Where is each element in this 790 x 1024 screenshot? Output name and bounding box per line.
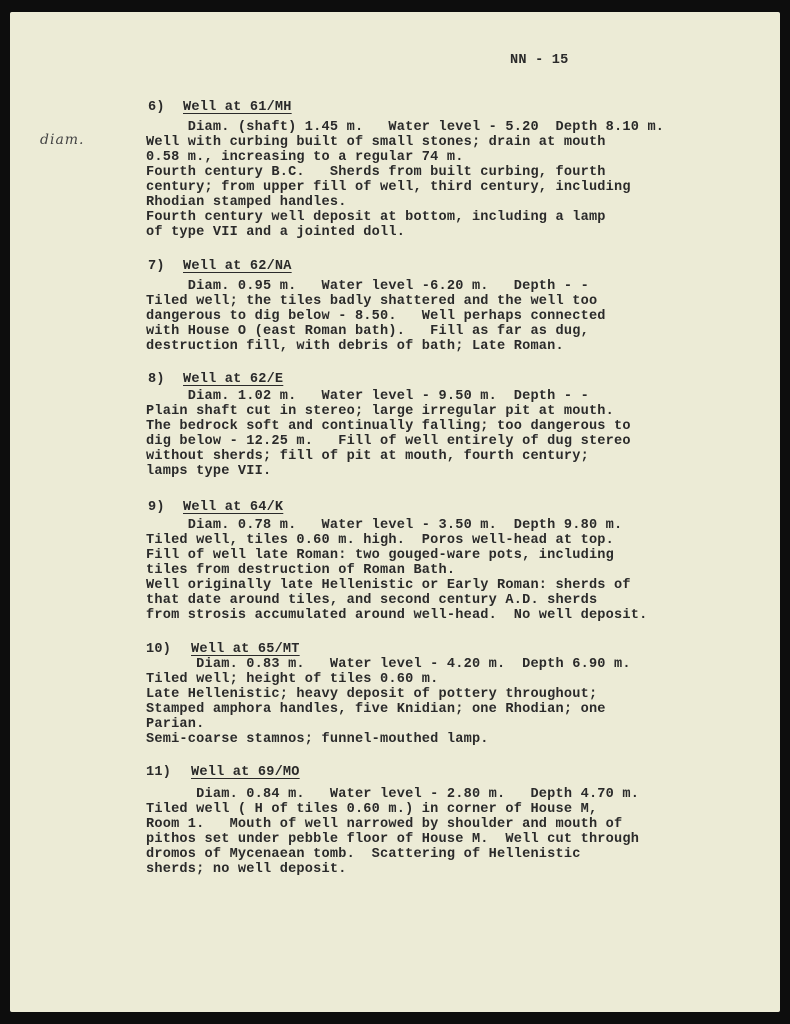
entry-heading: Well at 62/E	[183, 372, 284, 387]
entry-heading: Well at 64/K	[183, 500, 284, 515]
entry-line: dangerous to dig below - 8.50. Well perhaps connected	[146, 309, 606, 324]
entry-number: 9)	[148, 500, 165, 515]
entry-line: Late Hellenistic; heavy deposit of pottery throughout;	[146, 687, 598, 702]
entry-line: Rhodian stamped handles.	[146, 195, 347, 210]
entry-line: sherds; no well deposit.	[146, 862, 347, 877]
entry-heading: Well at 65/MT	[191, 642, 300, 657]
entry-line: Diam. 0.83 m. Water level - 4.20 m. Depth 6.90 m.	[146, 657, 631, 672]
entry-line: Semi-coarse stamnos; funnel-mouthed lamp.	[146, 732, 489, 747]
entry-line: Parian.	[146, 717, 205, 732]
entry-line: century; from upper fill of well, third century, including	[146, 180, 631, 195]
entry-heading: Well at 61/MH	[183, 100, 292, 115]
entry-line: Stamped amphora handles, five Knidian; one Rhodian; one	[146, 702, 606, 717]
entry-number: 8)	[148, 372, 165, 387]
entry-line: Fourth century B.C. Sherds from built curbing, fourth	[146, 165, 606, 180]
entry-line: dromos of Mycenaean tomb. Scattering of Hellenistic	[146, 847, 581, 862]
page-number: NN - 15	[510, 53, 569, 68]
entry-line: dig below - 12.25 m. Fill of well entirely of dug stereo	[146, 434, 631, 449]
entry-line: Tiled well; height of tiles 0.60 m.	[146, 672, 439, 687]
entry-line: Tiled well, tiles 0.60 m. high. Poros well-head at top.	[146, 533, 615, 548]
entry-line: Diam. 0.78 m. Water level - 3.50 m. Depth 9.80 m.	[146, 518, 623, 533]
entry-heading: Well at 69/MO	[191, 765, 300, 780]
entry-line: Diam. (shaft) 1.45 m. Water level - 5.20 Depth 8.10 m.	[146, 120, 665, 135]
entry-line: with House O (east Roman bath). Fill as far as dug,	[146, 324, 589, 339]
entry-line: 0.58 m., increasing to a regular 74 m.	[146, 150, 464, 165]
entry-line: pithos set under pebble floor of House M. Well cut through	[146, 832, 640, 847]
entry-number: 7)	[148, 259, 165, 274]
entry-number: 10)	[146, 642, 172, 657]
entry-line: Fourth century well deposit at bottom, including a lamp	[146, 210, 606, 225]
entry-line: destruction fill, with debris of bath; Late Roman.	[146, 339, 564, 354]
entry-number: 6)	[148, 100, 165, 115]
entry-line: Tiled well ( H of tiles 0.60 m.) in corner of House M,	[146, 802, 598, 817]
entry-line: without sherds; fill of pit at mouth, fourth century;	[146, 449, 589, 464]
entry-number: 11)	[146, 765, 172, 780]
entry-line: tiles from destruction of Roman Bath.	[146, 563, 456, 578]
entry-line: Well originally late Hellenistic or Early Roman: sherds of	[146, 578, 631, 593]
document-page	[10, 12, 780, 1012]
entry-line: Room 1. Mouth of well narrowed by shoulder and mouth of	[146, 817, 623, 832]
entry-line: Fill of well late Roman: two gouged-ware pots, including	[146, 548, 615, 563]
entry-line: Diam. 1.02 m. Water level - 9.50 m. Depth - -	[146, 389, 589, 404]
entry-line: Tiled well; the tiles badly shattered and the well too	[146, 294, 598, 309]
entry-line: of type VII and a jointed doll.	[146, 225, 406, 240]
entry-line: lamps type VII.	[146, 464, 272, 479]
entry-line: from strosis accumulated around well-head. No well deposit.	[146, 608, 648, 623]
entry-line: that date around tiles, and second century A.D. sherds	[146, 593, 598, 608]
entry-line: Well with curbing built of small stones; drain at mouth	[146, 135, 606, 150]
entry-line: Diam. 0.95 m. Water level -6.20 m. Depth - -	[146, 279, 589, 294]
entry-line: Plain shaft cut in stereo; large irregular pit at mouth.	[146, 404, 615, 419]
entry-line: The bedrock soft and continually falling; too dangerous to	[146, 419, 631, 434]
entry-heading: Well at 62/NA	[183, 259, 292, 274]
entry-line: Diam. 0.84 m. Water level - 2.80 m. Depth 4.70 m.	[146, 787, 640, 802]
margin-note: diam.	[40, 132, 85, 148]
